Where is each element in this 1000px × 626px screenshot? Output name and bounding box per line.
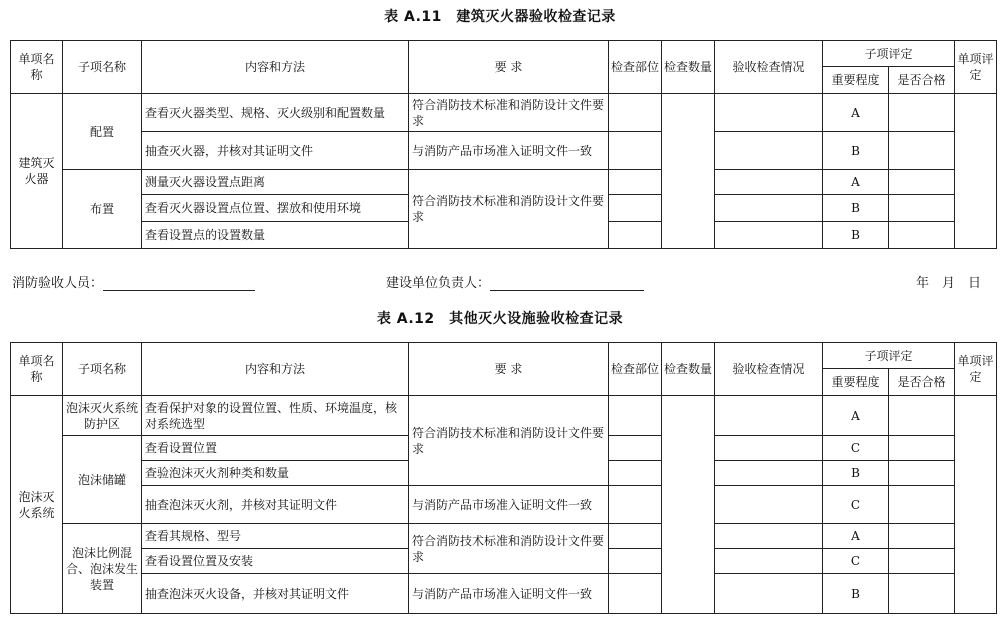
- importance-cell: A: [823, 170, 889, 195]
- situation-cell[interactable]: [715, 170, 823, 195]
- header-item-name: 单项名称: [11, 41, 63, 94]
- situation-cell[interactable]: [715, 222, 823, 249]
- table1-title: 表 A.11 建筑灭火器验收检查记录: [384, 9, 616, 25]
- header-quantity: 检查数量: [662, 41, 715, 94]
- position-cell[interactable]: [609, 436, 662, 461]
- table1: [10, 40, 997, 249]
- content-cell: 查看设置点的设置数量: [142, 222, 409, 249]
- content-cell: 抽查泡沫灭火设备，并核对其证明文件: [142, 574, 409, 614]
- situation-cell[interactable]: [715, 549, 823, 574]
- owner-signature: [386, 272, 644, 291]
- situation-cell[interactable]: [715, 132, 823, 170]
- sub-item-name: 配置: [63, 94, 142, 170]
- position-cell[interactable]: [609, 94, 662, 132]
- content-cell: 查看保护对象的设置位置、性质、环境温度，核对系统选型: [142, 396, 409, 436]
- item-name: 泡沫灭火系统: [11, 396, 63, 614]
- header-situation: 验收检查情况: [715, 343, 823, 396]
- header-content: 内容和方法: [142, 343, 409, 396]
- signature-date: 年 月 日: [916, 276, 982, 291]
- importance-cell: B: [823, 195, 889, 222]
- pass-cell[interactable]: [889, 574, 955, 614]
- header-item-name: 单项名称: [11, 343, 63, 396]
- situation-cell[interactable]: [715, 195, 823, 222]
- requirement-cell: 与消防产品市场准入证明文件一致: [409, 132, 609, 170]
- header-sub-name: 子项名称: [63, 343, 142, 396]
- owner-label: 建设单位负责人：: [386, 276, 491, 291]
- header-sub-name: 子项名称: [63, 41, 142, 94]
- requirement-cell: 符合消防技术标准和消防设计文件要求: [409, 94, 609, 132]
- quantity-cell[interactable]: [662, 94, 715, 249]
- header-sub-eval: 子项评定: [823, 41, 955, 67]
- header-position: 检查部位: [609, 343, 662, 396]
- pass-cell[interactable]: [889, 461, 955, 486]
- single-eval-cell[interactable]: [955, 396, 997, 614]
- header-quantity: 检查数量: [662, 343, 715, 396]
- header-single-eval: 单项评定: [955, 343, 997, 396]
- content-cell: 查看灭火器类型、规格、灭火级别和配置数量: [142, 94, 409, 132]
- pass-cell[interactable]: [889, 524, 955, 549]
- pass-cell[interactable]: [889, 222, 955, 249]
- situation-cell[interactable]: [715, 436, 823, 461]
- content-cell: 查看其规格、型号: [142, 524, 409, 549]
- position-cell[interactable]: [609, 549, 662, 574]
- quantity-cell[interactable]: [662, 396, 715, 614]
- situation-cell[interactable]: [715, 461, 823, 486]
- situation-cell[interactable]: [715, 524, 823, 549]
- inspector-signature: [12, 272, 255, 291]
- content-cell: 测量灭火器设置点距离: [142, 170, 409, 195]
- importance-cell: A: [823, 94, 889, 132]
- pass-cell[interactable]: [889, 132, 955, 170]
- position-cell[interactable]: [609, 524, 662, 549]
- header-sub-eval: 子项评定: [823, 343, 955, 369]
- importance-cell: C: [823, 486, 889, 524]
- situation-cell[interactable]: [715, 574, 823, 614]
- sub-item-name: 泡沫比例混合、泡沫发生装置: [63, 524, 142, 614]
- position-cell[interactable]: [609, 222, 662, 249]
- importance-cell: B: [823, 132, 889, 170]
- inspector-label: 消防验收人员：: [12, 276, 104, 291]
- situation-cell[interactable]: [715, 94, 823, 132]
- header-situation: 验收检查情况: [715, 41, 823, 94]
- requirement-cell: 与消防产品市场准入证明文件一致: [409, 486, 609, 524]
- content-cell: 查看设置位置及安装: [142, 549, 409, 574]
- position-cell[interactable]: [609, 132, 662, 170]
- pass-cell[interactable]: [889, 436, 955, 461]
- content-cell: 抽查泡沫灭火剂，并核对其证明文件: [142, 486, 409, 524]
- requirement-cell: 符合消防技术标准和消防设计文件要求: [409, 524, 609, 574]
- owner-line[interactable]: [490, 276, 644, 291]
- position-cell[interactable]: [609, 195, 662, 222]
- header-requirement: 要 求: [409, 343, 609, 396]
- importance-cell: B: [823, 461, 889, 486]
- importance-cell: B: [823, 222, 889, 249]
- importance-cell: C: [823, 549, 889, 574]
- content-cell: 查看灭火器设置点位置、摆放和使用环境: [142, 195, 409, 222]
- requirement-cell: 与消防产品市场准入证明文件一致: [409, 574, 609, 614]
- content-cell: 查看设置位置: [142, 436, 409, 461]
- table2-title: 表 A.12 其他灭火设施验收检查记录: [376, 311, 624, 327]
- header-position: 检查部位: [609, 41, 662, 94]
- position-cell[interactable]: [609, 574, 662, 614]
- single-eval-cell[interactable]: [955, 94, 997, 249]
- header-single-eval: 单项评定: [955, 41, 997, 94]
- pass-cell[interactable]: [889, 94, 955, 132]
- item-name: 建筑灭火器: [11, 94, 63, 249]
- content-cell: 抽查灭火器，并核对其证明文件: [142, 132, 409, 170]
- content-cell: 查验泡沫灭火剂种类和数量: [142, 461, 409, 486]
- importance-cell: B: [823, 574, 889, 614]
- pass-cell[interactable]: [889, 396, 955, 436]
- table2: [10, 342, 997, 614]
- header-pass: 是否合格: [889, 67, 955, 94]
- situation-cell[interactable]: [715, 486, 823, 524]
- position-cell[interactable]: [609, 486, 662, 524]
- pass-cell[interactable]: [889, 170, 955, 195]
- header-requirement: 要 求: [409, 41, 609, 94]
- sub-item-name: 泡沫灭火系统防护区: [63, 396, 142, 436]
- pass-cell[interactable]: [889, 486, 955, 524]
- position-cell[interactable]: [609, 396, 662, 436]
- pass-cell[interactable]: [889, 549, 955, 574]
- requirement-cell: 符合消防技术标准和消防设计文件要求: [409, 170, 609, 249]
- header-importance: 重要程度: [823, 67, 889, 94]
- pass-cell[interactable]: [889, 195, 955, 222]
- header-content: 内容和方法: [142, 41, 409, 94]
- sub-item-name: 布置: [63, 170, 142, 249]
- header-pass: 是否合格: [889, 369, 955, 396]
- importance-cell: A: [823, 396, 889, 436]
- sub-item-name: 泡沫储罐: [63, 436, 142, 524]
- position-cell[interactable]: [609, 461, 662, 486]
- situation-cell[interactable]: [715, 396, 823, 436]
- importance-cell: A: [823, 524, 889, 549]
- inspector-line[interactable]: [103, 276, 255, 291]
- requirement-cell: 符合消防技术标准和消防设计文件要求: [409, 396, 609, 486]
- position-cell[interactable]: [609, 170, 662, 195]
- importance-cell: C: [823, 436, 889, 461]
- header-importance: 重要程度: [823, 369, 889, 396]
